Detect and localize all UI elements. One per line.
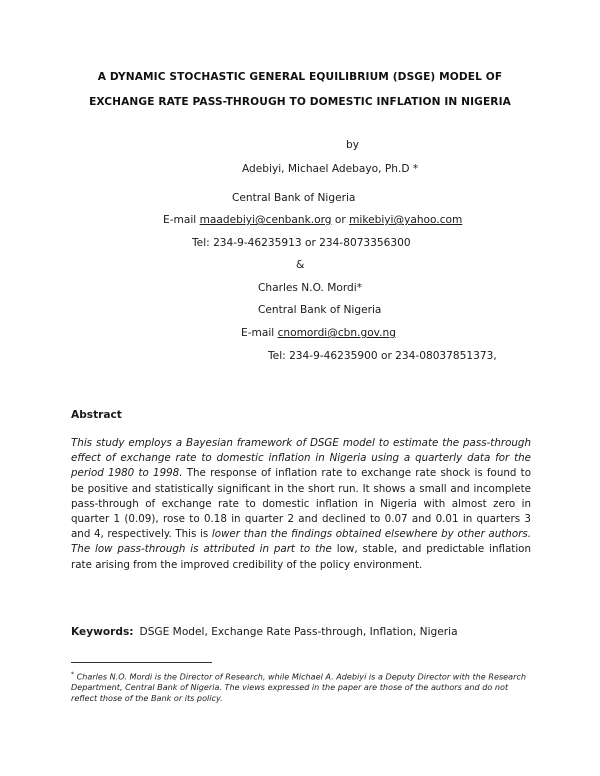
abstract-body-part-2: low, stable, and predictable inflation rate arising from the improved credibility of the policy environment. (71, 543, 532, 571)
footnote (71, 670, 531, 704)
email-link-yahoo[interactable]: mikebiyi@yahoo.com (349, 214, 463, 226)
by-label: by (346, 139, 359, 151)
email-prefix: E-mail (241, 327, 278, 339)
footnote-divider (71, 662, 212, 663)
email-link-cenbank[interactable]: maadebiyi@cenbank.org (199, 214, 332, 226)
abstract-body (71, 436, 531, 573)
author-2-affiliation: Central Bank of Nigeria (258, 304, 382, 316)
paper-title-line-1: A DYNAMIC STOCHASTIC GENERAL EQUILIBRIUM (DSGE) MODEL OF (97, 71, 503, 83)
abstract-heading: Abstract (71, 409, 122, 421)
author-1-tel: Tel: 234-9-46235913 or 234-8073356300 (192, 237, 411, 249)
abstract-body-part-1: The response of inflation rate to exchange rate shock is found to be positive and statistically significant in the short run. It shows a small and incomplete pass-through of exchange rate to domestic inflation in Nigeria with almost zero in quarter 1 (0.09), rose to 0.18 in quarter 2 and declined to 0.07 and 0.01 in quarters 3 and 4, respectively. This is (71, 467, 532, 541)
keywords-text: DSGE Model, Exchange Rate Pass-through, Inflation, Nigeria (139, 626, 458, 638)
email-prefix: E-mail (163, 214, 200, 226)
author-1-affiliation: Central Bank of Nigeria (232, 192, 356, 204)
author-2-tel: Tel: 234-9-46235900 or 234-08037851373, (268, 350, 497, 362)
keywords-line (71, 626, 458, 638)
footnote-text: Charles N.O. Mordi is the Director of Research, while Michael A. Adebiyi is a Deputy Director with the Research Department, Central Bank of Nigeria. The views expressed in the paper are those of the authors and do not reflect those of the Bank or its policy. (71, 671, 527, 704)
email-or: or (331, 214, 350, 226)
abstract-italic-mid: lower than the findings obtained elsewhere by other authors. The low pass-through is attributed in part to the (71, 528, 531, 556)
author-2-email-line (241, 327, 396, 339)
paper-title-line-2: EXCHANGE RATE PASS-THROUGH TO DOMESTIC INFLATION IN NIGERIA (89, 96, 511, 108)
abstract-italic-intro: This study employs a Bayesian framework of DSGE model to estimate the pass-through effect of exchange rate to domestic inflation in Nigeria using a quarterly data for the period 1980 to 1998. (71, 437, 531, 480)
email-link-cbn[interactable]: cnomordi@cbn.gov.ng (277, 327, 396, 339)
keywords-label: Keywords: (71, 626, 134, 638)
author-1-email-line (163, 214, 462, 226)
footnote-marker: * (71, 671, 74, 678)
author-2-name: Charles N.O. Mordi* (258, 282, 362, 294)
ampersand: & (296, 259, 305, 271)
author-1-name: Adebiyi, Michael Adebayo, Ph.D * (242, 163, 419, 175)
